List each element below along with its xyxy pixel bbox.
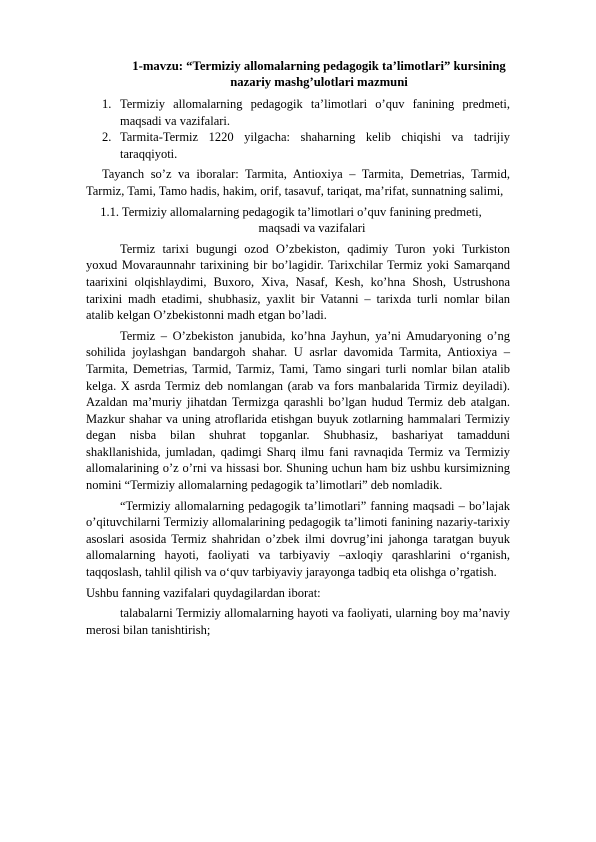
outline-item [86, 129, 510, 162]
outline-item-text: Termiziy allomalarning pedagogik ta’limotlari o’quv fanining predmeti, maqsadi va vazifalari. [120, 97, 510, 128]
outline-item-number: 2. [102, 130, 112, 145]
body-paragraph: Termiz tarixi bugungi ozod O’zbekiston, qadimiy Turon yoki Turkiston yoxud Movaraunnahr tarixining bir bo’lagidir. Tarixchilar Termiz yoki Samarqand taarixini olqishlaydimi, Buxoro, Xiva, Nasaf, Kesh, ko’hna Shosh, Ustrushona tarixini madh etadimi, shubhasiz, yaxlit bir Vatanni – tarixda turli nomlar bilan atalib kelgan O’zbekistonni madh etgan bo’ladi. [86, 241, 510, 323]
subsection-heading [86, 204, 510, 237]
lecture-title-line2: nazariy mashg’ulotlari mazmuni [230, 75, 408, 89]
body-paragraph: “Termiziy allomalarning pedagogik ta’limotlari” fanning maqsadi – bo’lajak o’qituvchilarni Termiziy allomalarining pedagogik ta’limoti fanining nazariy-tarixiy asoslari asosida Termiz shahridan o’zbek ilmi dovrug’ini jahonga taratgan buyuk allomalarning hayoti, faoliyati va tarbiyaviy –axloqiy qarashlarini o‘rganish, taqqoslash, tahlil qilish va o‘quv tarbiyaviy jarayonga tadbiq eta olishga o’rgatish. [86, 498, 510, 580]
keywords-paragraph: Tayanch so’z va iboralar: Tarmita, Antioxiya – Tarmita, Demetrias, Tarmid, Tarmiz, Tami, Tamo hadis, hakim, orif, tasavuf, tariqat, ma’rifat, sunnatning salimi, [86, 167, 510, 198]
document-page [86, 58, 510, 638]
tasks-intro: Ushbu fanning vazifalari quydagilardan iborat: [86, 585, 321, 600]
lecture-title-line1: 1-mavzu: “Termiziy allomalarning pedagogik ta’limotlari” kursining [132, 59, 506, 73]
topic-outline [86, 96, 510, 162]
task-item: talabalarni Termiziy allomalarning hayoti va faoliyati, ularning boy ma’naviy merosi bilan tanishtirish; [86, 606, 510, 637]
lecture-title [86, 58, 510, 90]
outline-item-text: Tarmita-Termiz 1220 yilgacha: shaharning kelib chiqishi va tadrijiy taraqqiyoti. [120, 130, 510, 161]
outline-item-number: 1. [102, 97, 112, 111]
subsection-heading-line1: 1.1. Termiziy allomalarning pedagogik ta’limotlari o’quv fanining predmeti, [100, 204, 482, 219]
subsection-heading-line2: maqsadi va vazifalari [258, 221, 366, 236]
outline-item [86, 96, 510, 129]
body-paragraph: Termiz – O’zbekiston janubida, ko’hna Jayhun, ya’ni Amudaryoning o’ng sohilida joylashgan bandargoh shahar. U asrlar davomida Tarmita, Antioxiya – Tarmita, Demetrias, Tarmid, Tarmiz, Tami, Tamo singari turli nomlar bilan atalib kelga. X asrda Termiz deb nomlangan (arab va fors manbalarida Tirmiz deyiladi). Azaldan ma’muriy jihatdan Termizga qarashli bo’lgan hudud Termiz deb atalgan. Mazkur shahar va uning atroflarida etishgan buyuk zotlarning hammalari Termiziy degan nisba bilan shuhrat topganlar. Shubhasiz, bashariyat tamadduni shakllanishida, jumladan, qadimgi Sharq ilmu fani ravnaqida Termiz va Termiziy allomalarining o’z o’rni va hissasi bor. Shuning uchun ham biz ushbu kursimizning nomini “Termiziy allomalarning pedagogik ta’limotlari” deb nomladik. [86, 328, 510, 493]
